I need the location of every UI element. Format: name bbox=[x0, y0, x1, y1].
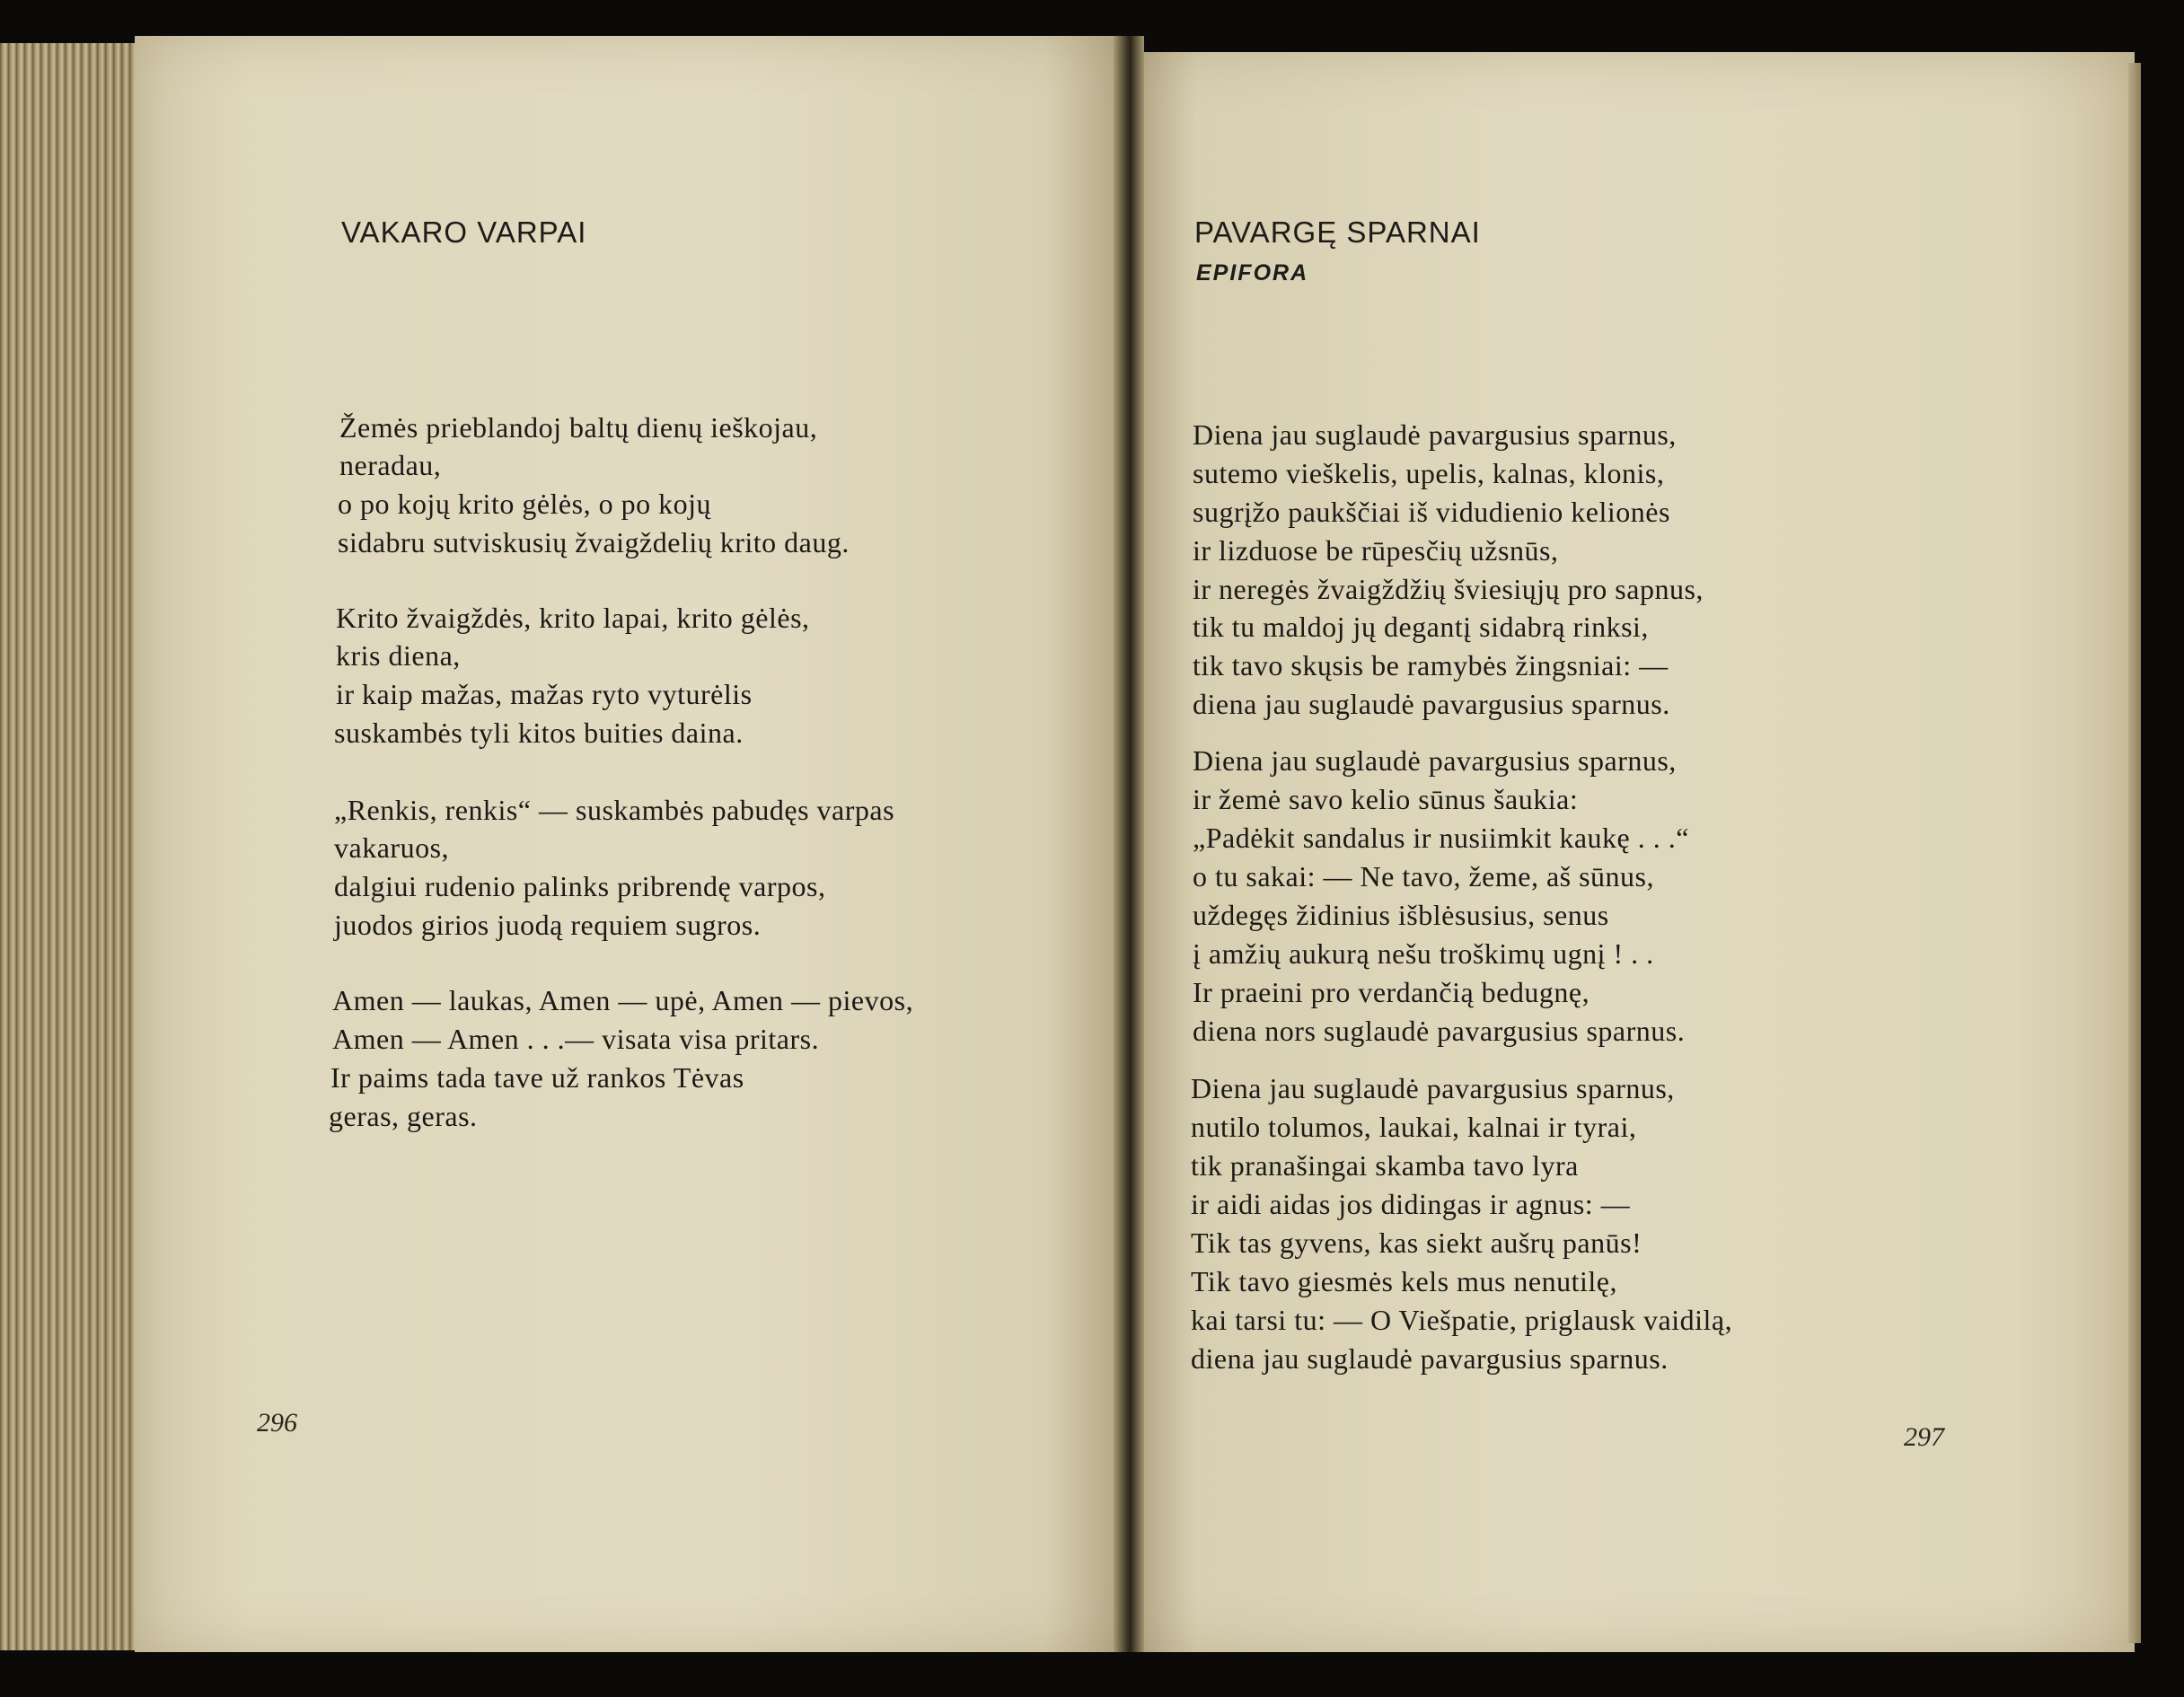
poem-line: „Padėkit sandalus ir nusiimkit kaukę . . .“ bbox=[1193, 822, 1689, 854]
poem-line: ir aidi aidas jos didingas ir agnus: — bbox=[1191, 1188, 1631, 1220]
poem-line: ir žemė savo kelio sūnus šaukia: bbox=[1193, 783, 1579, 815]
poem-line: ir kaip mažas, mažas ryto vyturėlis bbox=[336, 678, 753, 710]
poem-line: nutilo tolumos, laukai, kalnai ir tyrai, bbox=[1191, 1111, 1637, 1143]
page-edges-right bbox=[2128, 63, 2141, 1643]
poem-line: Žemės prieblandoj baltų dienų ieškojau, bbox=[339, 411, 818, 444]
right-poem-title: PAVARGĘ SPARNAI bbox=[1194, 215, 1481, 249]
poem-line: „Renkis, renkis“ — suskambės pabudęs varpas bbox=[334, 794, 895, 826]
poem-line: ir neregės žvaigždžių šviesiųjų pro sapnus, bbox=[1193, 573, 1704, 605]
poem-line: vakaruos, bbox=[334, 831, 450, 864]
poem-line: diena jau suglaudė pavargusius sparnus. bbox=[1191, 1342, 1669, 1375]
right-poem-subtitle: EPIFORA bbox=[1196, 260, 1309, 286]
book-gutter bbox=[1114, 36, 1144, 1652]
poem-line: tik tavo skųsis be ramybės žingsniai: — bbox=[1193, 649, 1669, 681]
poem-line: suskambės tyli kitos buities daina. bbox=[334, 717, 744, 749]
page-edges-left bbox=[0, 43, 144, 1650]
left-page-number: 296 bbox=[257, 1408, 297, 1438]
poem-line: Ir paims tada tave už rankos Tėvas bbox=[330, 1061, 744, 1094]
poem-line: Amen — Amen . . .— visata visa pritars. bbox=[332, 1023, 820, 1055]
poem-line: į amžių aukurą nešu troškimų ugnį ! . . bbox=[1193, 937, 1654, 970]
poem-line: Krito žvaigždės, krito lapai, krito gėlės, bbox=[336, 602, 810, 634]
poem-line: diena nors suglaudė pavargusius sparnus. bbox=[1193, 1015, 1686, 1047]
poem-line: Ir praeini pro verdančią bedugnę, bbox=[1193, 976, 1590, 1008]
poem-line: tik tu maldoj jų degantį sidabrą rinksi, bbox=[1193, 611, 1649, 643]
poem-line: kris diena, bbox=[336, 639, 461, 672]
poem-line: Tik tas gyvens, kas siekt aušrų panūs! bbox=[1191, 1227, 1642, 1259]
poem-line: neradau, bbox=[339, 449, 442, 481]
poem-line: Diena jau suglaudė pavargusius sparnus, bbox=[1193, 744, 1677, 777]
poem-line: o po kojų krito gėlės, o po kojų bbox=[338, 488, 711, 520]
poem-line: ir lizduose be rūpesčių užsnūs, bbox=[1193, 534, 1559, 567]
poem-line: sugrįžo paukščiai iš vidudienio kelionės bbox=[1193, 496, 1670, 528]
right-page-number: 297 bbox=[1904, 1422, 1944, 1452]
poem-line: Diena jau suglaudė pavargusius sparnus, bbox=[1193, 418, 1677, 451]
poem-line: o tu sakai: — Ne tavo, žeme, aš sūnus, bbox=[1193, 860, 1654, 892]
poem-line: sidabru sutviskusių žvaigždelių krito daug. bbox=[338, 526, 850, 558]
poem-line: kai tarsi tu: — O Viešpatie, priglausk vaidilą, bbox=[1191, 1304, 1733, 1336]
poem-line: juodos girios juodą requiem sugros. bbox=[334, 909, 762, 941]
poem-line: geras, geras. bbox=[329, 1100, 478, 1132]
poem-line: Diena jau suglaudė pavargusius sparnus, bbox=[1191, 1072, 1675, 1104]
poem-line: tik pranašingai skamba tavo lyra bbox=[1191, 1149, 1579, 1182]
left-poem-title: VAKARO VARPAI bbox=[341, 215, 587, 249]
poem-line: diena jau suglaudė pavargusius sparnus. bbox=[1193, 688, 1670, 720]
poem-line: dalgiui rudenio palinks pribrendę varpos, bbox=[334, 870, 826, 902]
poem-line: Amen — laukas, Amen — upė, Amen — pievos, bbox=[332, 984, 914, 1016]
poem-line: sutemo vieškelis, upelis, kalnas, klonis, bbox=[1193, 457, 1665, 489]
poem-line: uždegęs židinius išblėsusius, senus bbox=[1193, 899, 1609, 931]
poem-line: Tik tavo giesmės kels mus nenutilę, bbox=[1191, 1265, 1617, 1297]
